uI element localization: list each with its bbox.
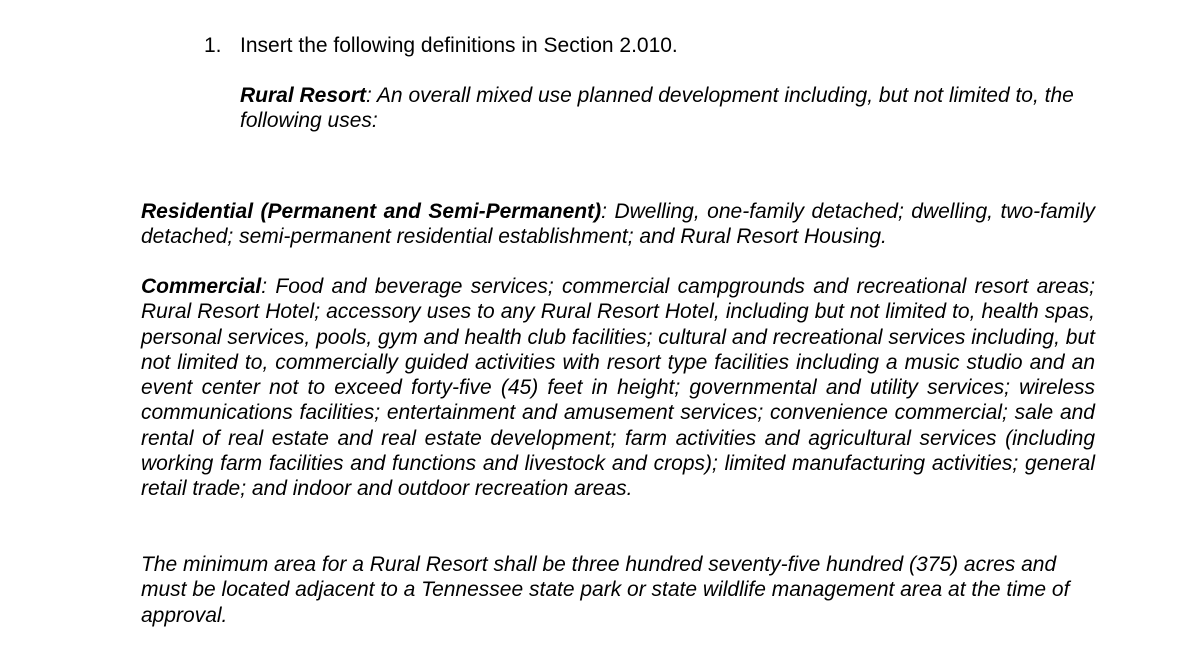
item-text: Insert the following definitions in Section 2.010.: [240, 34, 678, 57]
item-number: 1.: [204, 34, 222, 57]
rural-resort-term: Rural Resort: [240, 84, 367, 107]
residential-text: : Dwelling, one-family detached; dwelling, two-family detached; semi-permanent residential establishment; and Rural Resort Housing.: [141, 200, 1095, 249]
commercial-text: : Food and beverage services; commercial campgrounds and recreational resort areas; Rural Resort Hotel; accessory uses to any Rural Resort Hotel, including but not limited to, health spas, personal services, pools, gym and health club facilities; cultural and recreational services including, but not limited to, commercially guided activities with resort type facilities including a music studio and an event center not to exceed forty-five (45) feet in height; governmental and utility services; wireless communications facilities; entertainment and amusement services; convenience commercial; sale and rental of real estate and real estate development; farm activities and agricultural services (including working farm facilities and functions and livestock and crops); limited manufacturing activities; general retail trade; and indoor and outdoor recreation areas.: [141, 275, 1095, 501]
commercial-paragraph: [141, 274, 1095, 502]
rural-resort-text: : An overall mixed use planned development including, but not limited to, the following uses:: [240, 84, 1074, 132]
residential-term: Residential (Permanent and Semi-Permanent): [141, 200, 602, 223]
rural-resort-definition: [240, 83, 1100, 133]
commercial-term: Commercial: [141, 275, 262, 298]
minimum-area-paragraph: The minimum area for a Rural Resort shall be three hundred seventy-five hundred (375) acres and must be located adjacent to a Tennessee state park or state wildlife management area at the time of approval.: [141, 553, 1070, 627]
residential-paragraph: [141, 199, 1095, 250]
numbered-instruction: [204, 33, 678, 58]
